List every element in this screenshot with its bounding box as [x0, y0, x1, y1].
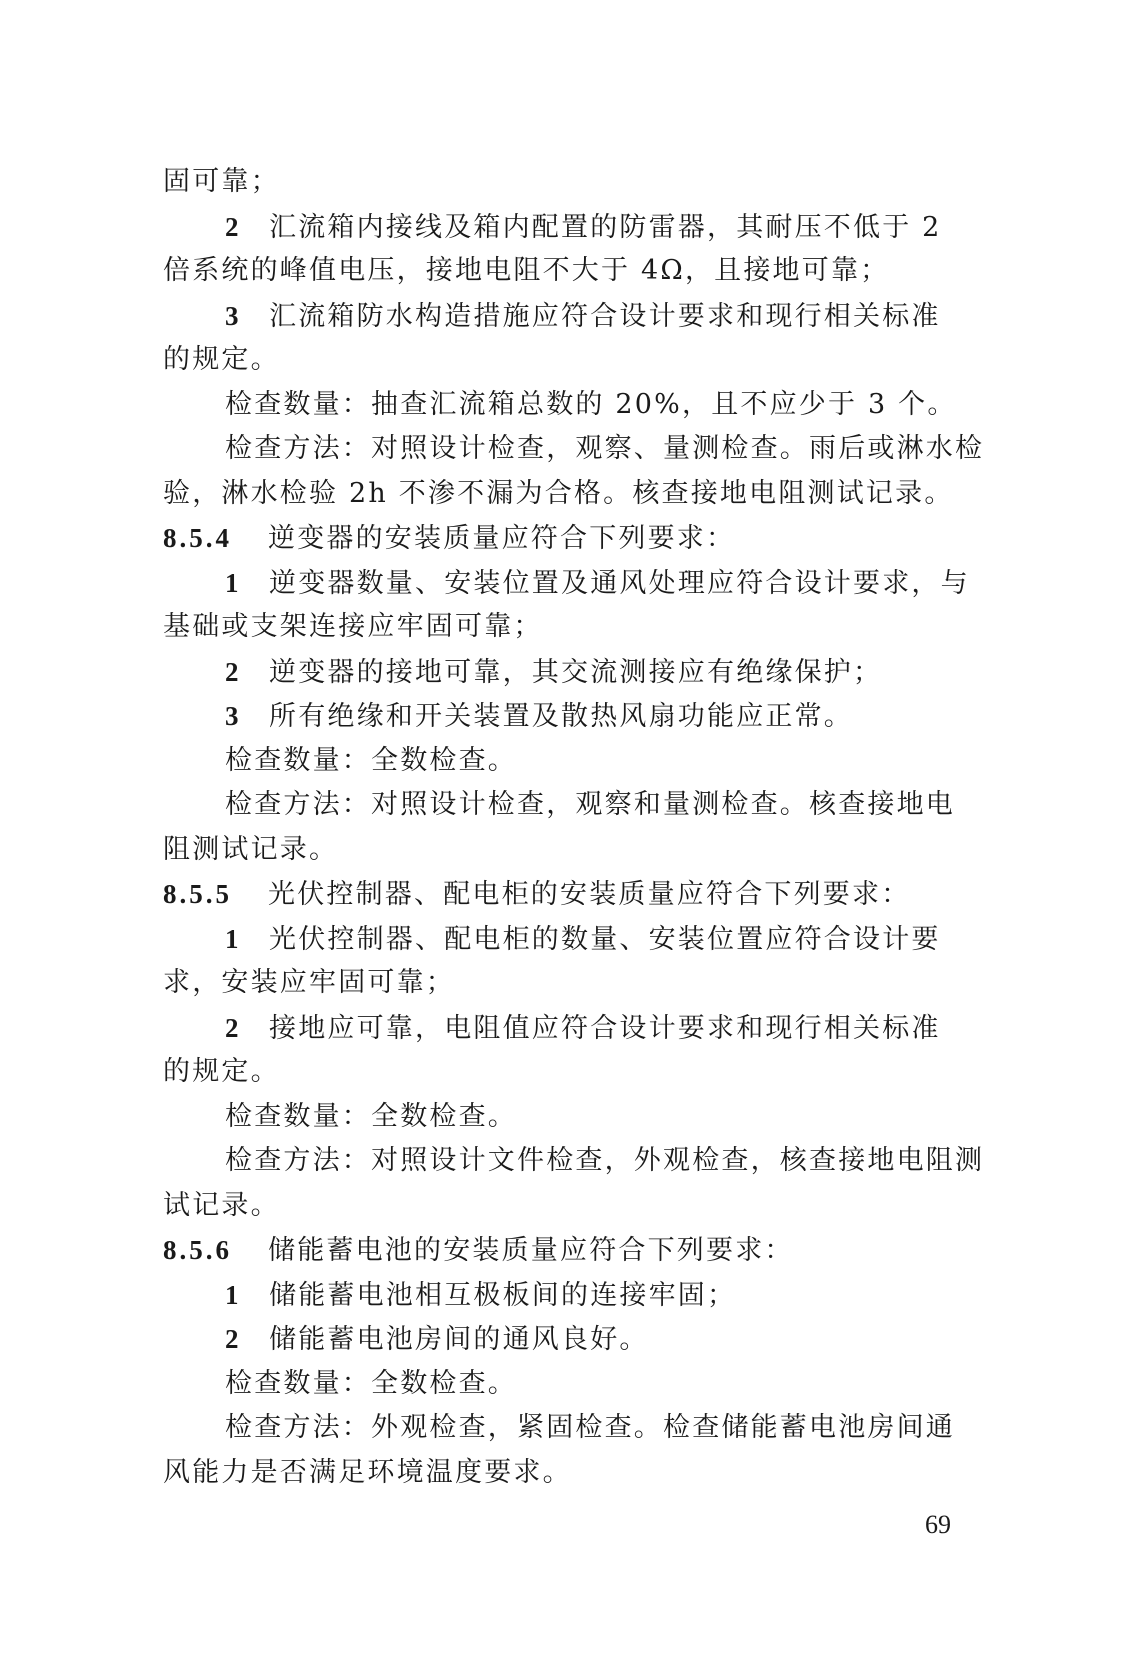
line-text: 的规定。 — [163, 1056, 280, 1087]
text-line — [163, 160, 983, 205]
list-item-line — [163, 1317, 983, 1362]
line-text: 检查数量：全数检查。 — [225, 1100, 517, 1132]
clause-number: 8.5.4 — [163, 523, 232, 553]
text-line — [163, 605, 983, 650]
text-line — [163, 1139, 983, 1184]
line-text: 检查数量：全数检查。 — [225, 744, 517, 776]
line-text: 汇流箱内接线及箱内配置的防雷器，其耐压不低于 2 — [269, 211, 942, 243]
list-item-line — [163, 1006, 983, 1051]
list-item-line — [163, 917, 983, 962]
line-text: 逆变器数量、安装位置及通风处理应符合设计要求，与 — [269, 567, 970, 599]
line-text: 所有绝缘和开关装置及散热风扇功能应正常。 — [269, 701, 853, 732]
line-text: 试记录。 — [163, 1189, 280, 1221]
text-line — [163, 249, 983, 294]
clause-heading-line — [163, 516, 983, 561]
text-line — [163, 338, 983, 383]
text-line — [163, 383, 983, 428]
line-text: 逆变器的接地可靠，其交流测接应有绝缘保护； — [269, 656, 883, 688]
list-item-line — [163, 1273, 983, 1318]
list-item-line — [163, 205, 983, 250]
text-line — [163, 1362, 983, 1407]
line-text: 检查方法：外观检查，紧固检查。检查储能蓄电池房间通 — [225, 1412, 955, 1443]
item-number: 3 — [225, 701, 241, 731]
line-text: 储能蓄电池房间的通风良好。 — [269, 1324, 649, 1355]
item-number: 1 — [225, 923, 241, 954]
text-line — [163, 472, 983, 517]
line-text: 光伏控制器、配电柜的安装质量应符合下列要求： — [268, 879, 911, 910]
line-text: 固可靠； — [163, 166, 280, 197]
list-item-line — [163, 294, 983, 339]
text-line — [163, 961, 983, 1006]
line-text: 储能蓄电池相互极板间的连接牢固； — [269, 1279, 737, 1311]
text-line — [163, 828, 983, 873]
text-line — [163, 739, 983, 784]
item-number: 2 — [225, 211, 241, 242]
line-text: 基础或支架连接应牢固可靠； — [163, 611, 543, 642]
text-line — [163, 1451, 983, 1496]
list-item-line — [163, 561, 983, 606]
line-text: 汇流箱防水构造措施应符合设计要求和现行相关标准 — [269, 300, 941, 332]
text-line — [163, 783, 983, 828]
list-item-line — [163, 650, 983, 695]
line-text: 检查方法：对照设计检查，观察、量测检查。雨后或淋水检 — [225, 433, 985, 464]
line-text: 检查数量：抽查汇流箱总数的 20%，且不应少于 3 个。 — [225, 388, 957, 420]
line-text: 阻测试记录。 — [163, 833, 339, 865]
clause-number: 8.5.5 — [163, 879, 232, 909]
line-text: 的规定。 — [163, 344, 280, 375]
item-number: 2 — [225, 656, 241, 687]
item-number: 2 — [225, 1012, 241, 1043]
page-number: 69 — [925, 1510, 951, 1539]
list-item-line — [163, 694, 983, 739]
clause-heading-line — [163, 1228, 983, 1273]
text-line — [163, 1406, 983, 1451]
item-number: 3 — [225, 300, 241, 331]
item-number: 1 — [225, 567, 241, 598]
clause-number: 8.5.6 — [163, 1235, 232, 1265]
line-text: 接地应可靠，电阻值应符合设计要求和现行相关标准 — [269, 1012, 941, 1044]
line-text: 检查数量：全数检查。 — [225, 1367, 517, 1399]
text-line — [163, 427, 983, 472]
clause-heading-line — [163, 872, 983, 917]
line-text: 储能蓄电池的安装质量应符合下列要求： — [268, 1235, 794, 1266]
text-line — [163, 1050, 983, 1095]
body-text — [163, 160, 983, 1495]
text-line — [163, 1184, 983, 1229]
line-text: 倍系统的峰值电压，接地电阻不大于 4Ω，且接地可靠； — [163, 255, 890, 286]
line-text: 验，淋水检验 2h 不渗不漏为合格。核查接地电阻测试记录。 — [163, 477, 954, 509]
item-number: 2 — [225, 1324, 241, 1354]
line-text: 逆变器的安装质量应符合下列要求： — [268, 523, 736, 554]
line-text: 检查方法：对照设计文件检查，外观检查，核查接地电阻测 — [225, 1145, 985, 1176]
text-line — [163, 1095, 983, 1140]
line-text: 风能力是否满足环境温度要求。 — [163, 1456, 572, 1488]
line-text: 检查方法：对照设计检查，观察和量测检查。核查接地电 — [225, 789, 955, 820]
item-number: 1 — [225, 1279, 241, 1310]
line-text: 求，安装应牢固可靠； — [163, 967, 455, 998]
line-text: 光伏控制器、配电柜的数量、安装位置应符合设计要 — [269, 923, 941, 955]
